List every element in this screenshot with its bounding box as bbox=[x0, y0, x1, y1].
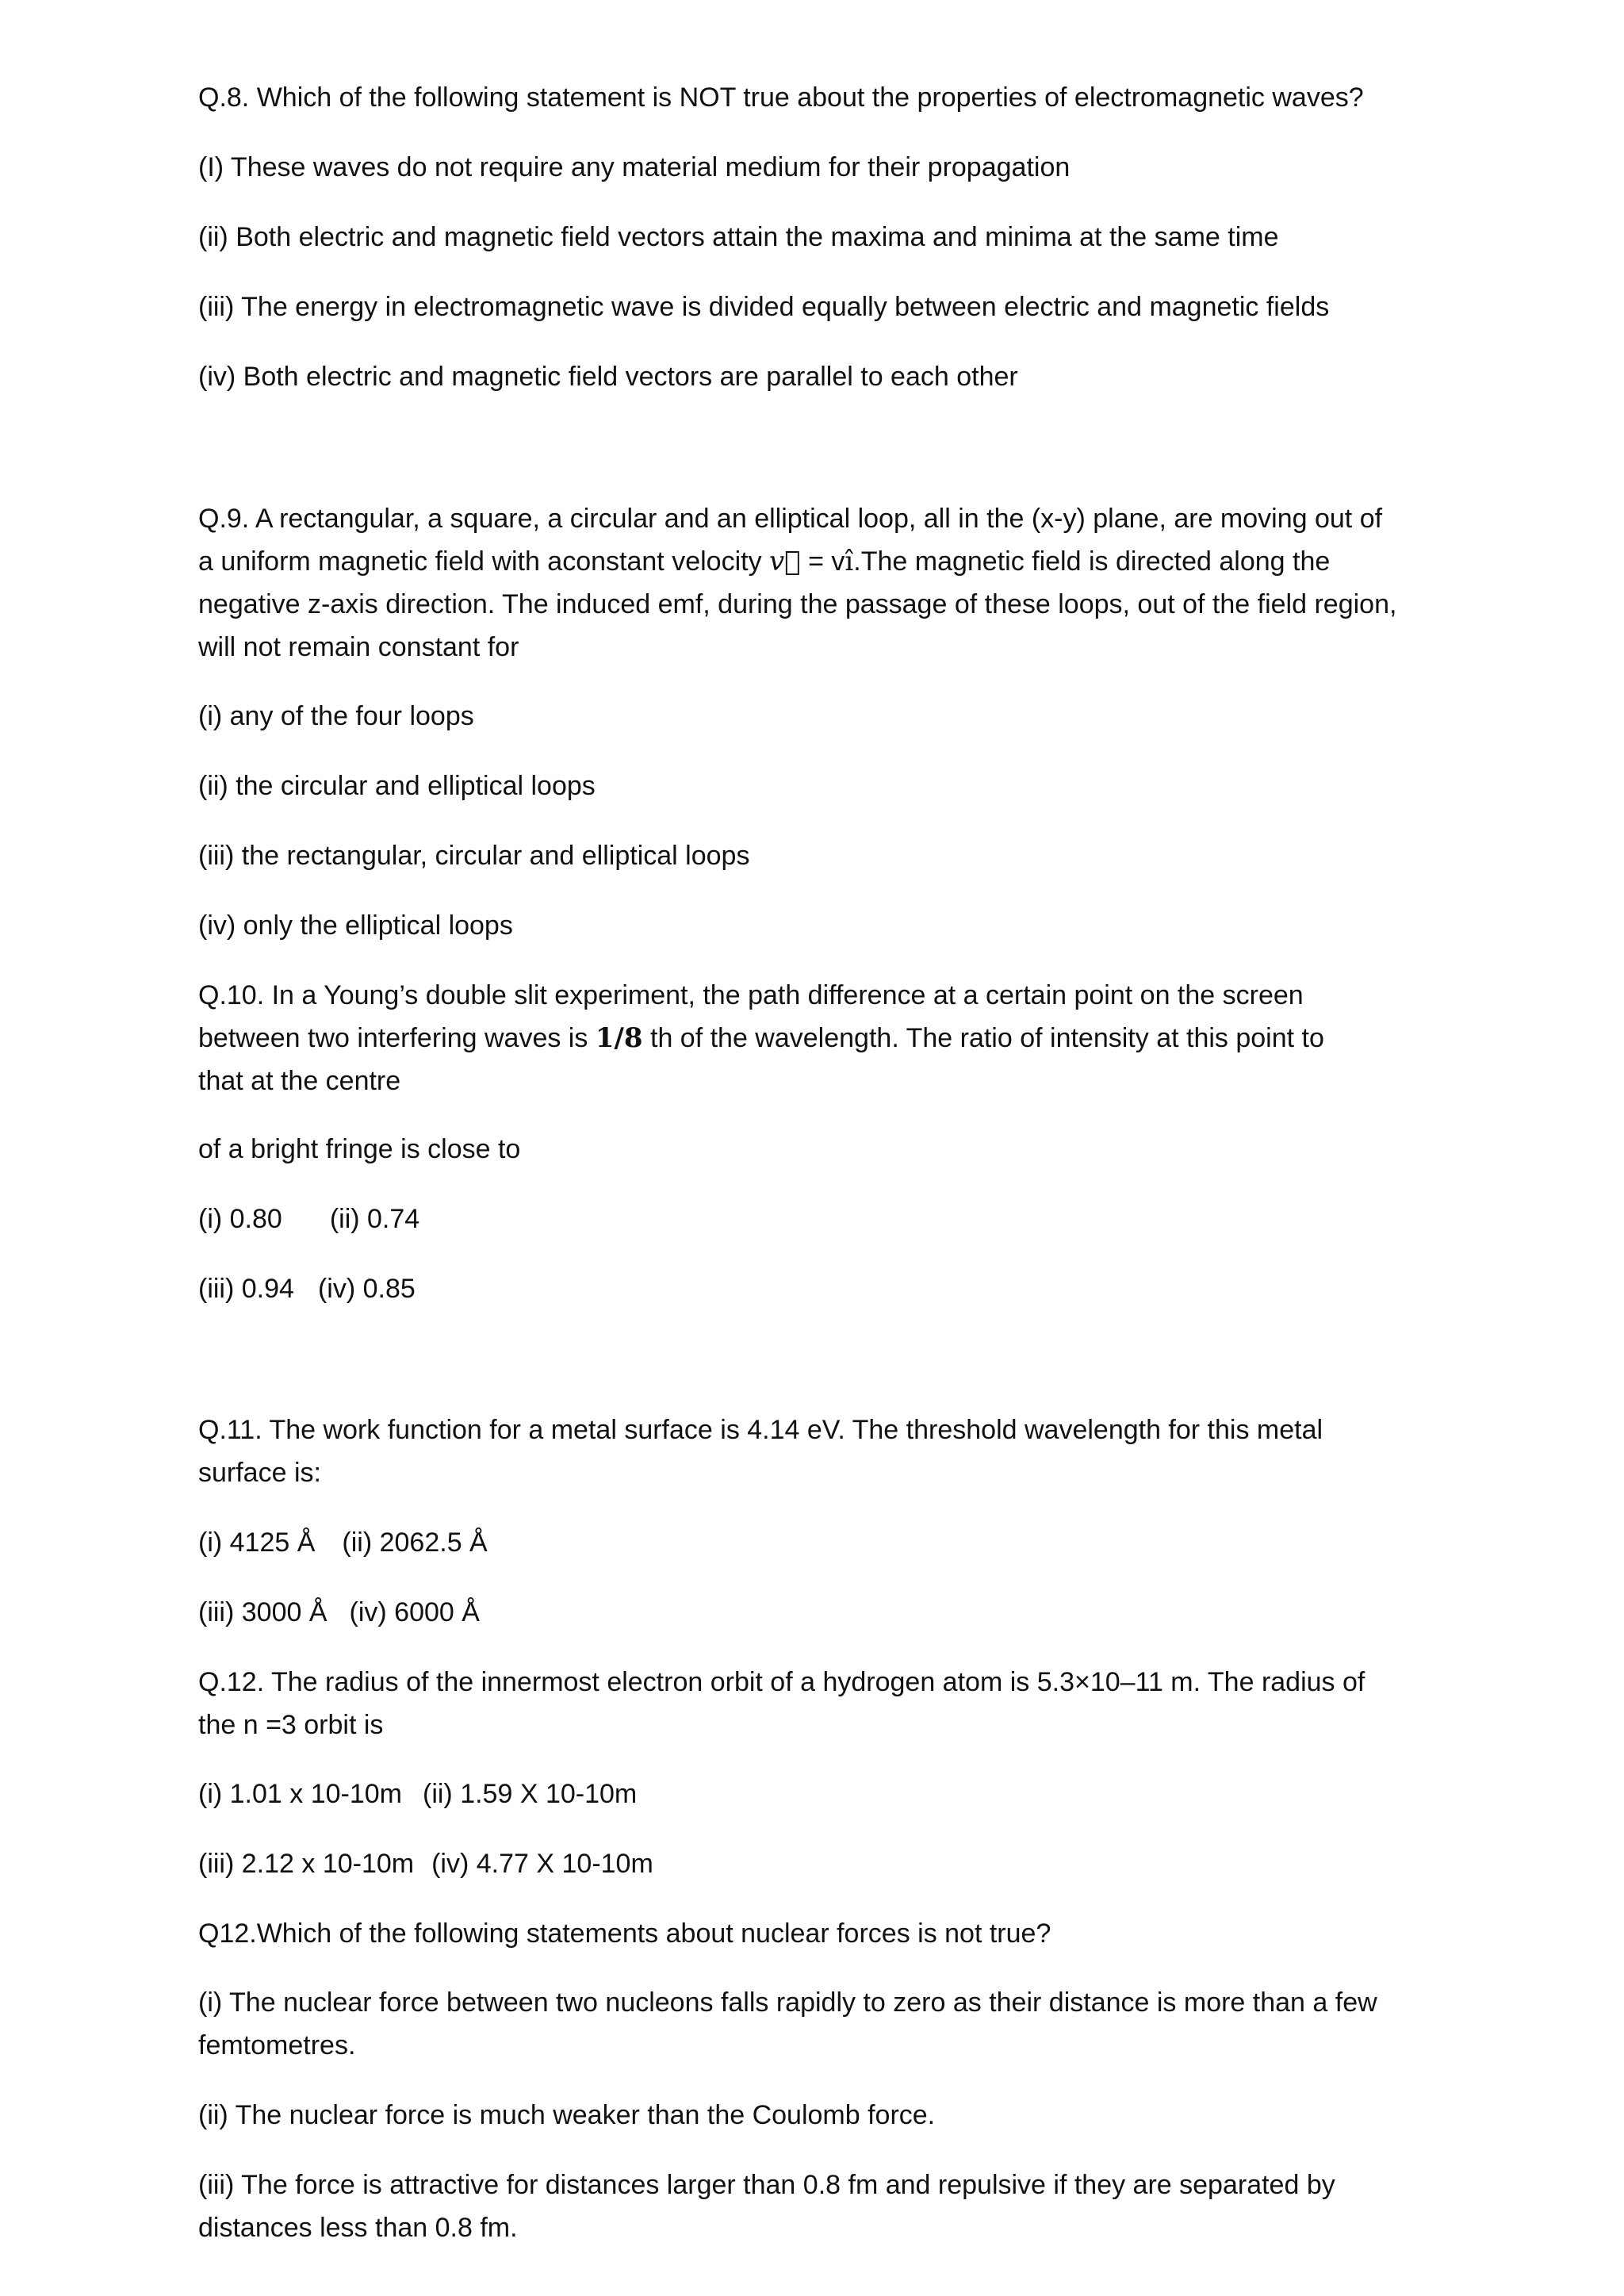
q9-question-line-1: Q.9. A rectangular, a square, a circular and an elliptical loop, all in the (x-y) plane, are moving out of bbox=[198, 504, 1383, 534]
q12a-question-line-2: the n =3 orbit is bbox=[198, 1710, 384, 1740]
q11-option-1: (i) 4125 Å bbox=[198, 1527, 316, 1558]
q12a-options-row-2 bbox=[198, 1842, 653, 1885]
q10-option-2: (ii) 0.74 bbox=[329, 1204, 420, 1234]
q10-option-4: (iv) 0.85 bbox=[317, 1274, 416, 1304]
q11-question-line-2: surface is: bbox=[198, 1458, 321, 1488]
q9-text: a uniform magnetic field with aconstant velocity bbox=[198, 546, 770, 577]
fraction-one-eighth: 1/8 bbox=[595, 1022, 643, 1054]
q12a-option-4: (iv) 4.77 X 10-10m bbox=[431, 1849, 653, 1879]
q9-option-1: (i) any of the four loops bbox=[198, 701, 474, 731]
q8-option-3: (iii) The energy in electromagnetic wave is divided equally between electric and magnetic fields bbox=[198, 292, 1330, 322]
q9-equation-text: = v bbox=[800, 546, 845, 577]
q12b-option-2: (ii) The nuclear force is much weaker than the Coulomb force. bbox=[198, 2100, 936, 2130]
q9-text-tail: .The magnetic field is directed along the bbox=[853, 546, 1331, 577]
velocity-vector-symbol bbox=[769, 546, 801, 577]
q12a-option-2: (ii) 1.59 X 10-10m bbox=[423, 1779, 638, 1809]
velocity-symbol: 𝑣 bbox=[769, 546, 801, 577]
q11-question-line-1: Q.11. The work function for a metal surface is 4.14 eV. The threshold wavelength for this metal bbox=[198, 1415, 1323, 1445]
q8-question: Q.8. Which of the following statement is NOT true about the properties of electromagnetic waves? bbox=[198, 82, 1364, 113]
q12b-question: Q12.Which of the following statements about nuclear forces is not true? bbox=[198, 1918, 1051, 1949]
q10-question-line-2 bbox=[198, 1017, 1324, 1060]
q9-question-line-4: will not remain constant for bbox=[198, 632, 519, 662]
q10-options-row-2 bbox=[198, 1267, 416, 1310]
q8-option-1: (I) These waves do not require any material medium for their propagation bbox=[198, 152, 1071, 182]
q9-question-line-3: negative z-axis direction. The induced emf, during the passage of these loops, out of the field region, bbox=[198, 589, 1397, 619]
q10-options-row-1 bbox=[198, 1198, 419, 1240]
q11-options-row-2 bbox=[198, 1591, 480, 1634]
q10-option-3: (iii) 0.94 bbox=[198, 1274, 294, 1304]
q12b-option-1-line-1: (i) The nuclear force between two nucleons falls rapidly to zero as their distance is more than a few bbox=[198, 1987, 1377, 2018]
q11-option-2: (ii) 2062.5 Å bbox=[342, 1527, 488, 1558]
unit-vector-symbol: î bbox=[845, 546, 854, 577]
q9-option-3: (iii) the rectangular, circular and elliptical loops bbox=[198, 841, 750, 871]
q12a-question-line-1: Q.12. The radius of the innermost electron orbit of a hydrogen atom is 5.3×10–11 m. The radius of bbox=[198, 1667, 1365, 1697]
q11-option-4: (iv) 6000 Å bbox=[349, 1597, 480, 1627]
q9-option-2: (ii) the circular and elliptical loops bbox=[198, 771, 596, 801]
q10-option-1: (i) 0.80 bbox=[198, 1204, 282, 1234]
q12a-option-3: (iii) 2.12 x 10-10m bbox=[198, 1849, 415, 1879]
q8-option-2: (ii) Both electric and magnetic field vectors attain the maxima and minima at the same time bbox=[198, 222, 1279, 252]
q10-question-line-4: of a bright fringe is close to bbox=[198, 1134, 521, 1164]
q10-question-line-1: Q.10. In a Young’s double slit experiment, the path difference at a certain point on the screen bbox=[198, 980, 1304, 1010]
q8-option-4: (iv) Both electric and magnetic field vectors are parallel to each other bbox=[198, 362, 1018, 392]
q10-question-line-3: that at the centre bbox=[198, 1066, 401, 1096]
q12a-options-row-1 bbox=[198, 1773, 637, 1815]
q12b-option-3-line-1: (iii) The force is attractive for distances larger than 0.8 fm and repulsive if they are separated by bbox=[198, 2170, 1335, 2200]
q9-question-line-2 bbox=[198, 540, 1330, 583]
q12b-option-3-line-2: distances less than 0.8 fm. bbox=[198, 2213, 518, 2243]
q12b-option-1-line-2: femtometres. bbox=[198, 2030, 356, 2060]
q12a-option-1: (i) 1.01 x 10-10m bbox=[198, 1779, 402, 1809]
q11-options-row-1 bbox=[198, 1521, 488, 1564]
q11-option-3: (iii) 3000 Å bbox=[198, 1597, 327, 1627]
q10-text: between two interfering waves is bbox=[198, 1023, 596, 1053]
q9-option-4: (iv) only the elliptical loops bbox=[198, 910, 513, 941]
q10-text-tail: th of the wavelength. The ratio of intensity at this point to bbox=[642, 1023, 1324, 1053]
